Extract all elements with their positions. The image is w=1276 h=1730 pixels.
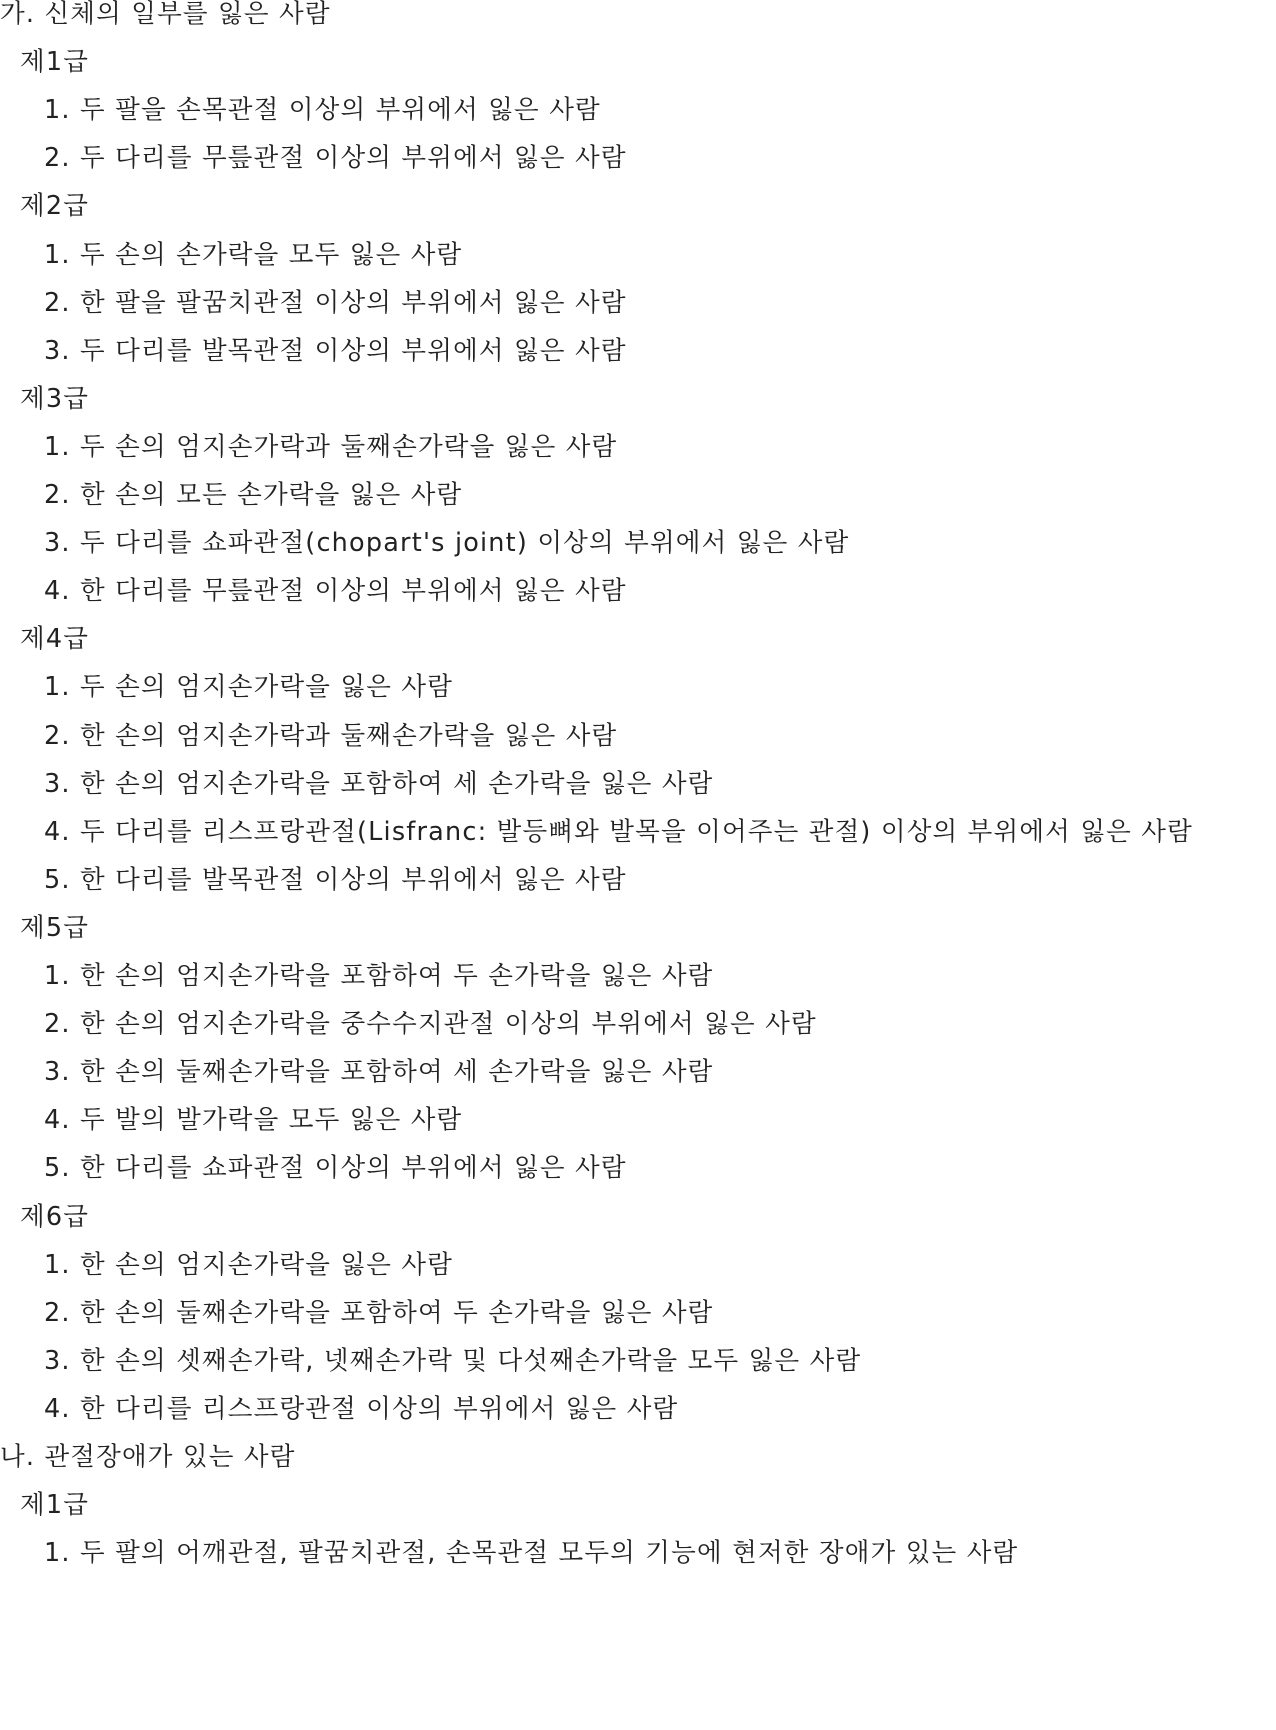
list-item: 3. 두 다리를 쇼파관절(chopart's joint) 이상의 부위에서 잃은 사람 <box>44 528 850 559</box>
grade-heading: 제3급 <box>20 383 90 414</box>
list-item: 1. 두 팔을 손목관절 이상의 부위에서 잃은 사람 <box>44 95 601 126</box>
list-item: 1. 한 손의 엄지손가락을 잃은 사람 <box>44 1249 454 1280</box>
list-item: 3. 한 손의 둘째손가락을 포함하여 세 손가락을 잃은 사람 <box>44 1057 714 1088</box>
grade-heading: 제4급 <box>20 624 90 655</box>
grade-heading: 제5급 <box>20 912 90 943</box>
list-item: 3. 두 다리를 발목관절 이상의 부위에서 잃은 사람 <box>44 335 627 366</box>
list-item: 1. 두 손의 엄지손가락을 잃은 사람 <box>44 672 454 703</box>
list-item: 1. 두 팔의 어깨관절, 팔꿈치관절, 손목관절 모두의 기능에 현저한 장애가 있는 사람 <box>44 1538 1019 1569</box>
list-item: 1. 두 손의 손가락을 모두 잃은 사람 <box>44 239 463 270</box>
list-item: 3. 한 손의 셋째손가락, 넷째손가락 및 다섯째손가락을 모두 잃은 사람 <box>44 1345 862 1376</box>
list-item: 2. 한 손의 모든 손가락을 잃은 사람 <box>44 480 463 510</box>
list-item: 2. 한 팔을 팔꿈치관절 이상의 부위에서 잃은 사람 <box>44 287 627 318</box>
list-item: 2. 두 다리를 무릎관절 이상의 부위에서 잃은 사람 <box>44 143 627 174</box>
grade-heading: 제6급 <box>20 1201 90 1232</box>
section-heading: 나. 관절장애가 있는 사람 <box>0 1442 296 1472</box>
list-item: 3. 한 손의 엄지손가락을 포함하여 세 손가락을 잃은 사람 <box>44 768 714 799</box>
list-item: 4. 두 발의 발가락을 모두 잃은 사람 <box>44 1105 463 1136</box>
list-item: 1. 한 손의 엄지손가락을 포함하여 두 손가락을 잃은 사람 <box>44 961 714 991</box>
list-item: 5. 한 다리를 발목관절 이상의 부위에서 잃은 사람 <box>44 864 627 895</box>
grade-heading: 제2급 <box>20 191 90 222</box>
list-item: 2. 한 손의 엄지손가락을 중수수지관절 이상의 부위에서 잃은 사람 <box>44 1009 817 1040</box>
list-item: 4. 한 다리를 무릎관절 이상의 부위에서 잃은 사람 <box>44 576 627 607</box>
list-item: 2. 한 손의 둘째손가락을 포함하여 두 손가락을 잃은 사람 <box>44 1297 714 1328</box>
list-item: 4. 한 다리를 리스프랑관절 이상의 부위에서 잃은 사람 <box>44 1393 679 1424</box>
list-item: 2. 한 손의 엄지손가락과 둘째손가락을 잃은 사람 <box>44 720 618 751</box>
list-item: 5. 한 다리를 쇼파관절 이상의 부위에서 잃은 사람 <box>44 1153 627 1184</box>
section-heading: 가. 신체의 일부를 잃은 사람 <box>0 0 331 29</box>
grade-heading: 제1급 <box>20 47 90 78</box>
list-item: 1. 두 손의 엄지손가락과 둘째손가락을 잃은 사람 <box>44 431 618 462</box>
grade-heading: 제1급 <box>20 1490 90 1521</box>
list-item: 4. 두 다리를 리스프랑관절(Lisfranc: 발등뼈와 발목을 이어주는 관절) 이상의 부위에서 잃은 사람 <box>44 816 1193 847</box>
